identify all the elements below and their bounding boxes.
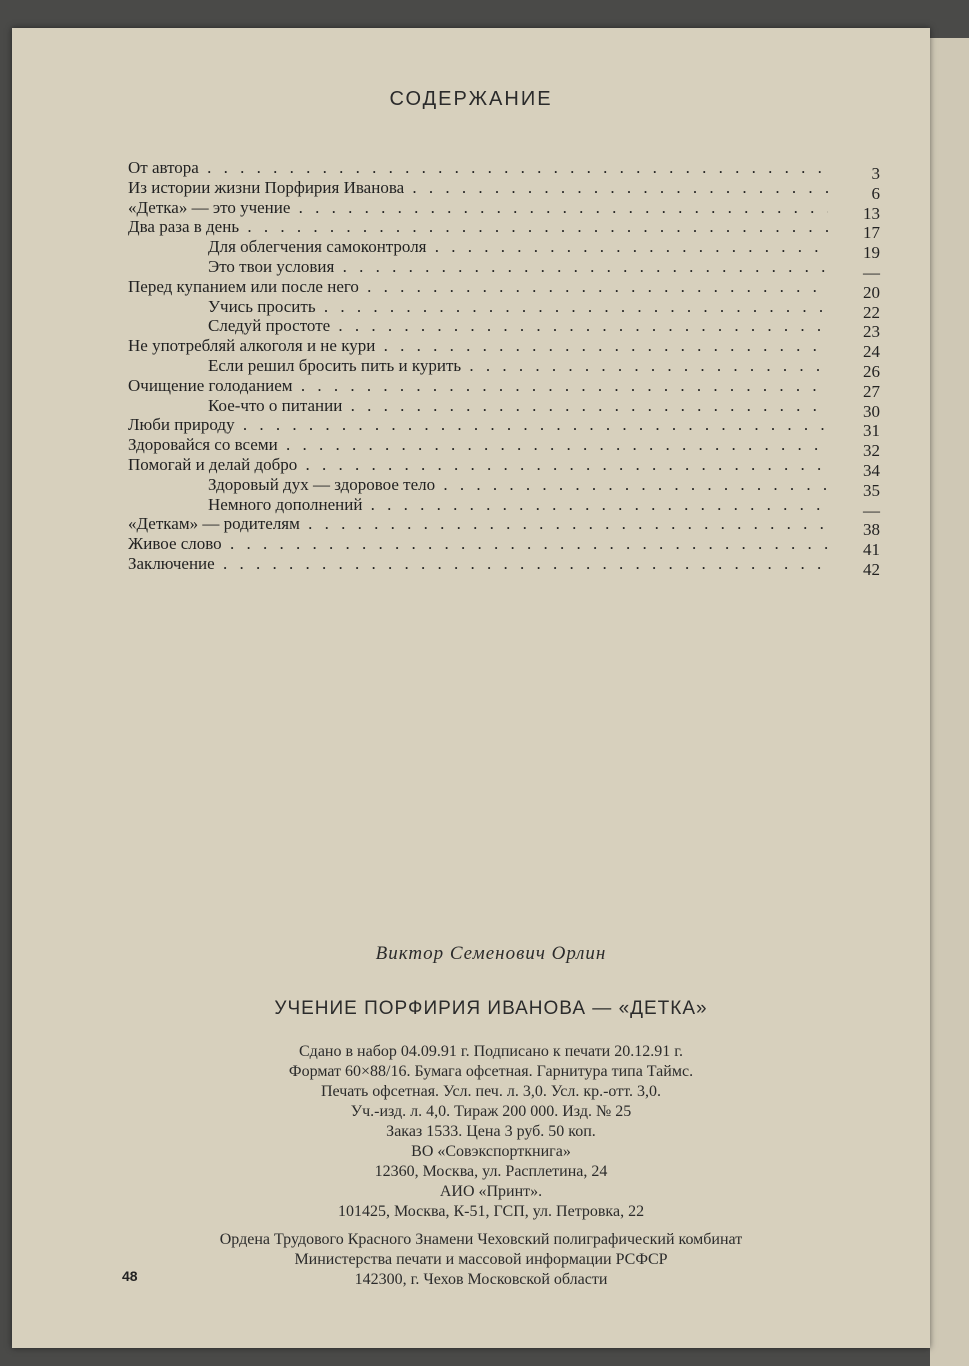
toc-entry-title: Из истории жизни Порфирия Иванова . . . bbox=[128, 178, 828, 198]
toc-entry bbox=[128, 158, 888, 183]
toc-entry-title: Живое слово . . . bbox=[128, 534, 828, 554]
toc-entry-title: Это твои условия . . . bbox=[128, 257, 828, 277]
toc-entry-page: 34 bbox=[863, 460, 880, 480]
printer-block bbox=[12, 1230, 930, 1290]
toc-entry-page: — bbox=[863, 262, 880, 282]
book-page bbox=[12, 28, 930, 1348]
table-of-contents bbox=[128, 158, 888, 579]
page-title: СОДЕРЖАНИЕ bbox=[389, 88, 553, 110]
toc-entry-page: 26 bbox=[863, 361, 880, 381]
printer-line: 142300, г. Чехов Московской области bbox=[354, 1271, 608, 1288]
toc-entry-page: 20 bbox=[863, 282, 880, 302]
toc-entry-page: 41 bbox=[863, 540, 880, 560]
author-name: Виктор Семенович Орлин bbox=[375, 943, 607, 964]
toc-entry bbox=[128, 534, 888, 560]
toc-entry-title: Учись просить . . . bbox=[128, 297, 828, 317]
toc-entry-page: 3 bbox=[871, 164, 880, 183]
toc-entry-page: 38 bbox=[863, 520, 880, 540]
toc-entry-page: 13 bbox=[863, 203, 880, 223]
toc-entry bbox=[128, 494, 888, 520]
toc-entry-page: 32 bbox=[863, 441, 880, 461]
toc-entry bbox=[128, 237, 888, 263]
toc-entry-title: Перед купанием или после него . . . bbox=[128, 277, 828, 297]
toc-entry bbox=[128, 177, 888, 203]
toc-entry-page: 23 bbox=[863, 322, 880, 342]
toc-entry-title: «Деткам» — родителям . . . bbox=[128, 514, 828, 534]
toc-entry-page: 42 bbox=[863, 559, 880, 579]
toc-entry-page: — bbox=[863, 500, 880, 520]
toc-entry bbox=[128, 395, 888, 421]
toc-entry-page: 24 bbox=[863, 342, 880, 362]
toc-entry bbox=[128, 553, 888, 579]
imprint-line: Уч.-изд. л. 4,0. Тираж 200 000. Изд. № 25 bbox=[350, 1103, 632, 1120]
toc-entry-page: 30 bbox=[863, 401, 880, 421]
toc-entry-title: Следуй простоте . . . bbox=[128, 316, 828, 336]
toc-entry bbox=[128, 355, 888, 381]
toc-entry-title: Для облегчения самоконтроля . . . bbox=[128, 237, 828, 257]
toc-entry-page: 19 bbox=[863, 243, 880, 263]
toc-entry bbox=[128, 296, 888, 322]
toc-entry-title: Кое-что о питании . . . bbox=[128, 396, 828, 416]
toc-entry-title: Два раза в день . . . bbox=[128, 217, 828, 237]
printer-line: Ордена Трудового Красного Знамени Чеховский полиграфический комбинат bbox=[219, 1231, 743, 1248]
toc-entry-title: Здоровайся со всеми . . . bbox=[128, 435, 828, 455]
imprint-line: 12360, Москва, ул. Расплетина, 24 bbox=[374, 1163, 608, 1180]
toc-entry bbox=[128, 514, 888, 540]
toc-entry bbox=[128, 336, 888, 362]
toc-entry bbox=[128, 217, 888, 243]
imprint-line: Заказ 1533. Цена 3 руб. 50 коп. bbox=[386, 1123, 596, 1140]
toc-entry bbox=[128, 454, 888, 480]
imprint-line: АИО «Принт». bbox=[439, 1183, 543, 1200]
toc-entry bbox=[128, 415, 888, 441]
toc-entry-title: Заключение . . . bbox=[128, 554, 828, 574]
adjacent-page-edge bbox=[930, 38, 969, 1366]
toc-entry bbox=[128, 474, 888, 500]
toc-entry-title: «Детка» — это учение . . . bbox=[128, 198, 828, 218]
toc-entry bbox=[128, 316, 888, 342]
imprint-line: Сдано в набор 04.09.91 г. Подписано к печати 20.12.91 г. bbox=[299, 1043, 683, 1060]
toc-entry-title: Здоровый дух — здоровое тело . . . bbox=[128, 475, 828, 495]
toc-entry-page: 6 bbox=[871, 183, 880, 203]
toc-entry bbox=[128, 256, 888, 282]
imprint-line: 101425, Москва, К-51, ГСП, ул. Петровка, 22 bbox=[337, 1203, 645, 1220]
page-number: 48 bbox=[122, 1268, 138, 1284]
printer-line: Министерства печати и массовой информации РСФСР bbox=[294, 1251, 668, 1268]
toc-entry bbox=[128, 435, 888, 461]
toc-entry-title: Люби природу . . . bbox=[128, 415, 828, 435]
toc-entry-title: Не употребляй алкоголя и не кури . . . bbox=[128, 336, 828, 356]
imprint-line: Печать офсетная. Усл. печ. л. 3,0. Усл. кр.-отт. 3,0. bbox=[320, 1083, 661, 1100]
toc-entry-title: От автора . . . bbox=[128, 158, 828, 178]
book-title: УЧЕНИЕ ПОРФИРИЯ ИВАНОВА — «ДЕТКА» bbox=[274, 998, 708, 1019]
toc-entry-page: 17 bbox=[863, 223, 880, 243]
toc-entry bbox=[128, 375, 888, 401]
toc-entry-title: Очищение голоданием . . . bbox=[128, 376, 828, 396]
imprint-line: ВО «Совэкспорткнига» bbox=[411, 1143, 571, 1160]
toc-entry-page: 27 bbox=[863, 381, 880, 401]
toc-entry-page: 31 bbox=[863, 421, 880, 441]
toc-entry-title: Помогай и делай добро . . . bbox=[128, 455, 828, 475]
toc-entry-page: 22 bbox=[863, 302, 880, 322]
imprint-block bbox=[12, 1042, 930, 1222]
toc-entry-page: 35 bbox=[863, 480, 880, 500]
toc-entry bbox=[128, 276, 888, 302]
toc-entry bbox=[128, 197, 888, 223]
imprint-line: Формат 60×88/16. Бумага офсетная. Гарнитура типа Таймс. bbox=[288, 1063, 694, 1080]
toc-entry-title: Немного дополнений . . . bbox=[128, 495, 828, 515]
toc-entry-title: Если решил бросить пить и курить . . . bbox=[128, 356, 828, 376]
